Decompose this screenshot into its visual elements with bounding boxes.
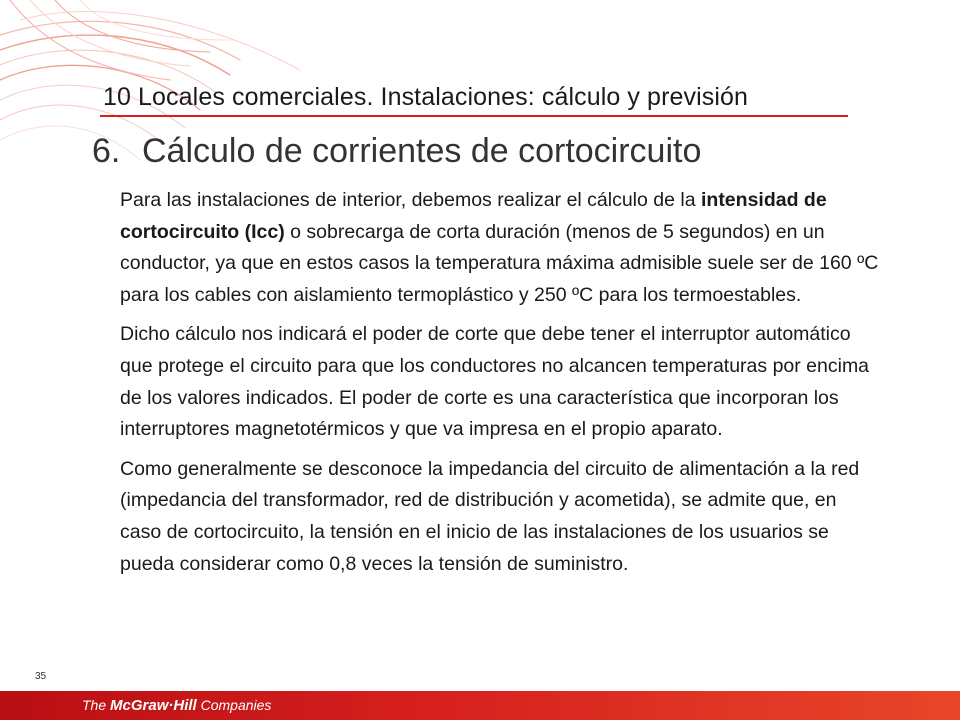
section-title: Cálculo de corrientes de cortocircuito bbox=[142, 132, 702, 170]
paragraph-3: Como generalmente se desconoce la impedancia del circuito de alimentación a la red (impedancia del transformador, red de distribución y acometida), se admite que, en caso de cortocircuito, la tensión en el inicio de las instalaciones de los usuarios se pueda considerar como 0,8 veces la tensión de suministro. bbox=[120, 457, 860, 575]
section-heading bbox=[92, 132, 701, 171]
brand-name: McGraw·Hill bbox=[110, 697, 197, 714]
title-underline bbox=[100, 115, 848, 117]
paragraph-1-text-start: Para las instalaciones de interior, debemos realizar el cálculo de la bbox=[120, 189, 701, 211]
brand-prefix: The bbox=[82, 697, 111, 713]
section-number: 6. bbox=[92, 132, 121, 170]
paragraph-1-bold-term: intensidad de cortocircuito (Icc) bbox=[120, 189, 827, 243]
publisher-logo bbox=[82, 697, 271, 714]
paragraph-1-text-end: o sobrecarga de corta duración (menos de 5 segundos) en un conductor, ya que en estos casos la temperatura máxima admisible suele ser de 160 ºC para los cables con aislamiento termoplástico y 250 ºC para los termoestables. bbox=[120, 220, 879, 306]
footer-bar bbox=[0, 691, 960, 720]
paragraph-2: Dicho cálculo nos indicará el poder de corte que debe tener el interruptor automático que protege el circuito para que los conductores no alcancen temperaturas por encima de los valores indicados. El poder de corte es una característica que incorporan los interruptores magnetotérmicos y que va impresa en el propio aparato. bbox=[120, 323, 870, 441]
chapter-title: 10 Locales comerciales. Instalaciones: cálculo y previsión bbox=[103, 83, 749, 111]
paragraph-1 bbox=[120, 185, 880, 311]
body-content bbox=[120, 185, 880, 588]
brand-suffix: Companies bbox=[196, 697, 272, 713]
page-number: 35 bbox=[35, 671, 47, 682]
